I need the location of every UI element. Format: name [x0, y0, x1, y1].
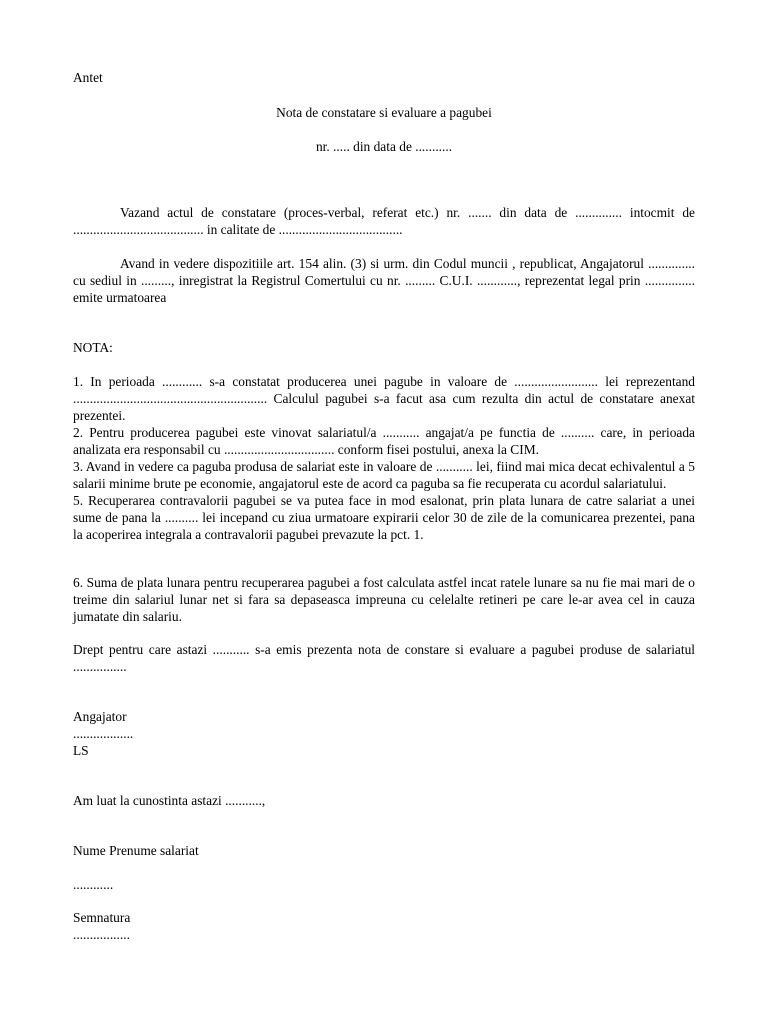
angajator-signature-line: ..................	[73, 726, 134, 741]
employee-name-label: Nume Prenume salariat	[73, 843, 199, 858]
intro-paragraph-1	[73, 204, 695, 238]
acknowledgement-line: Am luat la cunostinta astazi ...........,	[73, 793, 266, 808]
closing-paragraph: Drept pentru care astazi ........... s-a emis prezenta nota de constare si evaluare a pagubei produse de salariatul ................	[73, 642, 695, 674]
closing-block	[73, 641, 695, 675]
employee-name-line: ............	[73, 877, 114, 892]
antet-label: Antet	[73, 70, 103, 85]
nota-item-5: 5. Recuperarea contravalorii pagubei se va putea face in mod esalonat, prin plata lunara de catre salariat a unei sume de pana la .......... lei incepand cu ziua urmatoare expirarii celor 30 de zile de la comunicarea prezentei, pana la acoperirea integrala a contravalorii pagubei prevazute la pct. 1.	[73, 493, 695, 542]
signature-label: Semnatura	[73, 910, 131, 925]
intro-paragraph-2	[73, 255, 695, 306]
intro-text-2: Avand in vedere dispozitiile art. 154 alin. (3) si urm. din Codul muncii , republicat, Angajatorul .............. cu sediul in ........., inregistrat la Registrul Comertului cu nr. ......... C.U.I. ............, reprezentat legal prin ............... emite urmatoarea	[73, 256, 695, 305]
nota-item-2: 2. Pentru producerea pagubei este vinovat salariatul/a ........... angajat/a pe functia de .......... care, in perioada analizata era responsabil cu ................................. conform fisei postului, anexa la CIM.	[73, 425, 695, 457]
nota-item-1: 1. In perioada ............ s-a constatat producerea unei pagube in valoare de ......................... lei reprezentand .......................................................... Calculul pagubei s-a facut asa cum rezulta din actul de constatare anexat prezentei.	[73, 374, 695, 423]
intro-text-1: Vazand actul de constatare (proces-verbal, referat etc.) nr. ....... din data de .............. intocmit de ....................................... in calitate de .....................................	[73, 205, 695, 237]
nota-item-6: 6. Suma de plata lunara pentru recuperarea pagubei a fost calculata astfel incat ratele lunare sa nu fie mai mari de o treime din salariul lunar net si fara sa depaseasca impreuna cu celelalte retineri pe care le-ar avea cel in cauza jumatate din salariu.	[73, 575, 695, 624]
nota-items-block	[73, 373, 695, 543]
nota-item-3: 3. Avand in vedere ca paguba produsa de salariat este in valoare de ........... lei, fiind mai mica decat echivalentul a 5 salarii minime brute pe economie, angajatorul este de acord ca paguba sa fie recuperata cu acordul salariatului.	[73, 459, 695, 491]
nota-heading: NOTA:	[73, 340, 113, 355]
ls-label: LS	[73, 743, 89, 758]
document-number-line: nr. ..... din data de ...........	[315, 139, 453, 154]
angajator-label: Angajator	[73, 709, 127, 724]
signature-line: .................	[73, 927, 130, 942]
document-title: Nota de constatare si evaluare a pagubei	[276, 105, 492, 120]
nota-item-6-block	[73, 574, 695, 625]
